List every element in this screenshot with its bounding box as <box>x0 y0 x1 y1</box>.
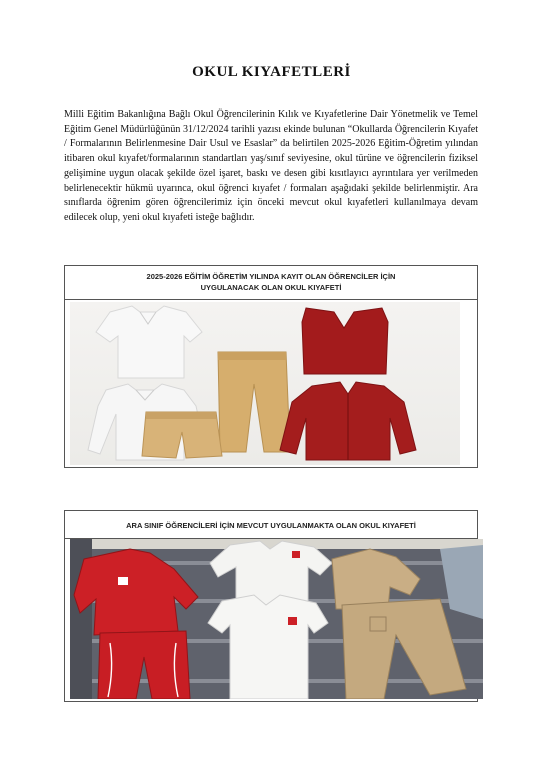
current-uniform-heading: ARA SINIF ÖĞRENCİLERİ İÇİN MEVCUT UYGULANMAKTA OLAN OKUL KIYAFETİ <box>65 511 477 539</box>
current-uniform-photo <box>70 539 483 699</box>
red-vest <box>302 308 388 374</box>
current-uniform-section <box>64 510 478 702</box>
red-cardigan <box>280 382 416 460</box>
new-uniform-heading-line1: 2025-2026 EĞİTİM ÖĞRETİM YILINDA KAYIT OLAN ÖĞRENCİLER İÇİN <box>146 272 396 281</box>
page-title: OKUL KIYAFETLERİ <box>192 64 351 80</box>
current-uniform-illustration <box>70 539 483 699</box>
new-uniform-heading-line2: UYGULANACAK OLAN OKUL KIYAFETİ <box>200 283 342 292</box>
new-uniform-illustration <box>70 302 460 465</box>
new-uniform-heading <box>65 266 477 300</box>
new-uniform-section <box>64 265 478 468</box>
white-polo-shirt <box>96 306 202 378</box>
new-uniform-photo <box>70 302 460 465</box>
intro-paragraph: Milli Eğitim Bakanlığına Bağlı Okul Öğrencilerinin Kılık ve Kıyafetlerine Dair Yönetmelik ve Temel Eğitim Genel Müdürlüğünün 31/12/2024 tarihli yazısı ekinde bulunan “Okullarda Öğrencilerin Kıyafet / Formalarının Belirlenmesine Dair Usul ve Esaslar” da belirtilen 2025-2026 Eğitim-Öğretim yılından itibaren okul kıyafet/formalarının standartları yaş/sınıf seviyesine, okul türüne ve öğrencilerin fiziksel gelişimine uygun olacak şekilde özel işaret, baskı ve desen gibi kısıtlayıcı ayrıntılara yer verilmeden belirlenecektir hükmü uyarınca, okul öğrenci kıyafet / formaları aşağıdaki şekilde belirlenmiştir. Ara sınıflarda öğrenim gören öğrencilerimiz için önceki mevcut okul kıyafetleri kullanılmaya devam edilecek olup, yeni okul kıyafeti isteğe bağlıdır. <box>64 109 478 223</box>
beige-trousers <box>218 352 290 452</box>
